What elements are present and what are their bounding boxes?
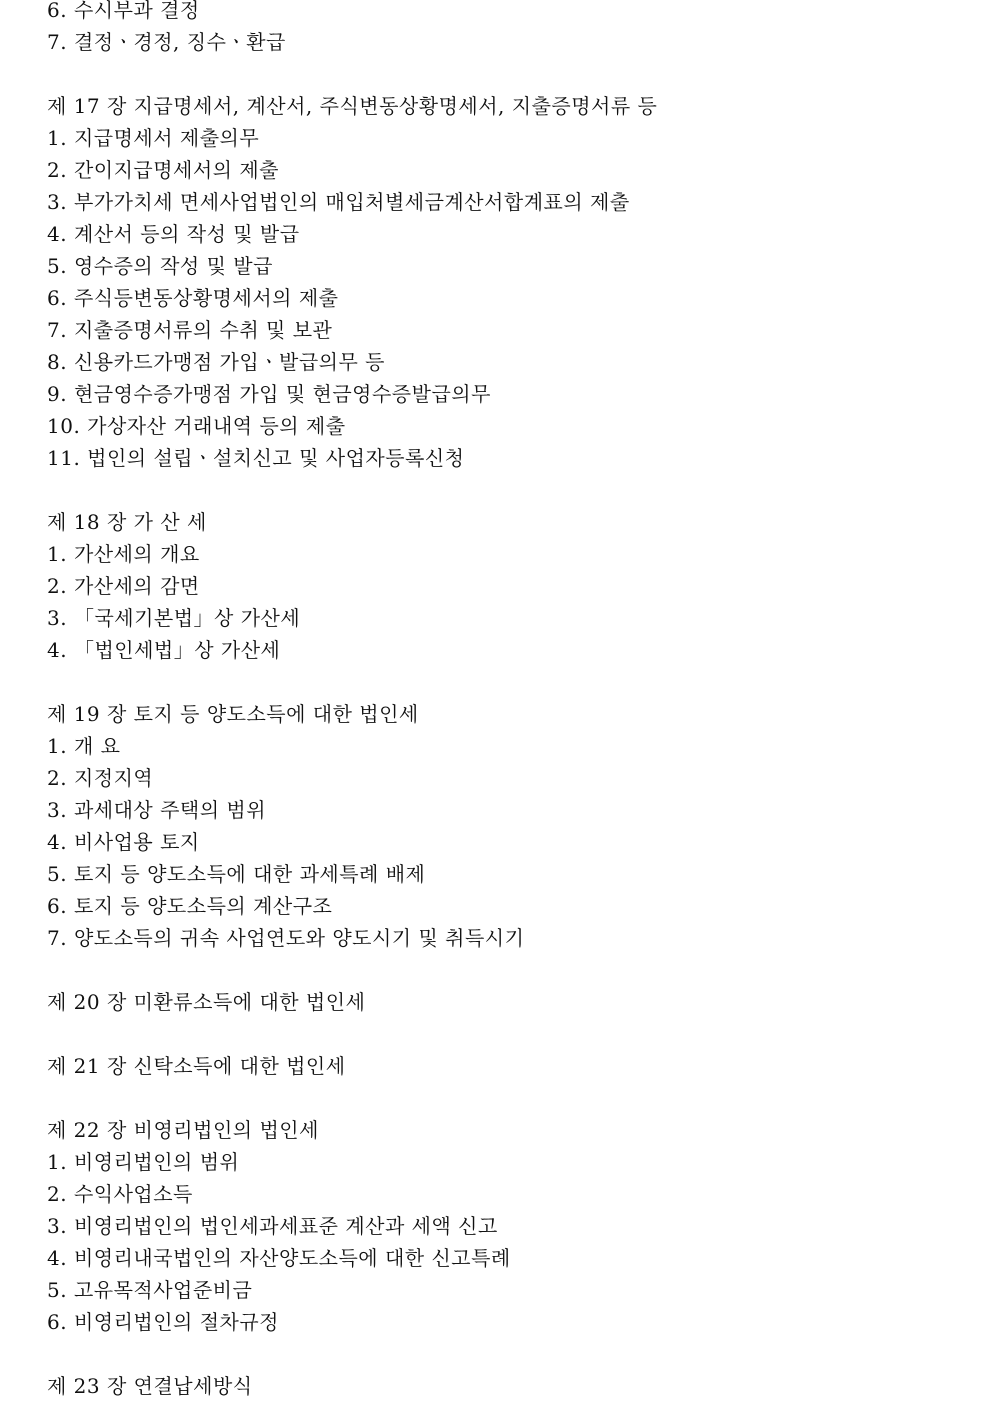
list-item: 3. 부가가치세 면세사업법인의 매입처별세금계산서합계표의 제출: [47, 190, 630, 214]
list-item: 4. 계산서 등의 작성 및 발급: [47, 222, 300, 246]
list-item: 6. 주식등변동상황명세서의 제출: [47, 286, 339, 310]
list-item: 6. 비영리법인의 절차규정: [47, 1310, 279, 1334]
list-item: 1. 지급명세서 제출의무: [47, 126, 260, 150]
list-item: 3. 과세대상 주택의 범위: [47, 798, 267, 822]
list-item: 1. 개 요: [47, 734, 121, 758]
chapter-18: [47, 506, 972, 666]
list-item: 11. 법인의 설립ㆍ설치신고 및 사업자등록신청: [47, 446, 465, 470]
list-item: 2. 가산세의 감면: [47, 574, 200, 598]
list-item: 5. 영수증의 작성 및 발급: [47, 254, 273, 278]
list-item: 7. 양도소득의 귀속 사업연도와 양도시기 및 취득시기: [47, 926, 525, 950]
chapter-17: [47, 90, 972, 474]
chapter-heading: 제 22 장 비영리법인의 법인세: [47, 1118, 319, 1142]
chapter-heading: 제 18 장 가 산 세: [47, 510, 207, 534]
list-item: 5. 고유목적사업준비금: [47, 1278, 253, 1302]
list-item: 6. 토지 등 양도소득의 계산구조: [47, 894, 333, 918]
section-gap: [47, 58, 972, 90]
chapter-20: [47, 986, 972, 1018]
list-item: 1. 가산세의 개요: [47, 542, 200, 566]
list-item: 10. 가상자산 거래내역 등의 제출: [47, 414, 346, 438]
list-item: 6. 수시부과 결정: [47, 0, 200, 22]
section-gap: [47, 1018, 972, 1050]
section-gap: [47, 474, 972, 506]
chapter-heading: 제 17 장 지급명세서, 계산서, 주식변동상황명세서, 지출증명서류 등: [47, 94, 658, 118]
section-gap: [47, 954, 972, 986]
chapter-heading: 제 21 장 신탁소득에 대한 법인세: [47, 1054, 346, 1078]
chapter-heading: 제 20 장 미환류소득에 대한 법인세: [47, 990, 366, 1014]
list-item: 1. 비영리법인의 범위: [47, 1150, 240, 1174]
list-item: 2. 간이지급명세서의 제출: [47, 158, 279, 182]
chapter-21: [47, 1050, 972, 1082]
chapter-22: [47, 1114, 972, 1338]
list-item: 4. 비사업용 토지: [47, 830, 200, 854]
chapter-heading: 제 19 장 토지 등 양도소득에 대한 법인세: [47, 702, 419, 726]
list-item: 8. 신용카드가맹점 가입ㆍ발급의무 등: [47, 350, 385, 374]
list-item: 4. 「법인세법」상 가산세: [47, 638, 281, 662]
chapter-23: [47, 1370, 972, 1402]
list-item: 2. 수익사업소득: [47, 1182, 193, 1206]
table-of-contents: [47, 0, 972, 1402]
list-item: 4. 비영리내국법인의 자산양도소득에 대한 신고특례: [47, 1246, 511, 1270]
list-item: 3. 「국세기본법」상 가산세: [47, 606, 301, 630]
list-item: 3. 비영리법인의 법인세과세표준 계산과 세액 신고: [47, 1214, 498, 1238]
section-gap: [47, 1082, 972, 1114]
previous-chapter-tail: [47, 0, 972, 58]
list-item: 7. 결정ㆍ경정, 징수ㆍ환급: [47, 30, 286, 54]
list-item: 7. 지출증명서류의 수취 및 보관: [47, 318, 333, 342]
list-item: 2. 지정지역: [47, 766, 154, 790]
section-gap: [47, 666, 972, 698]
list-item: 5. 토지 등 양도소득에 대한 과세특례 배제: [47, 862, 426, 886]
chapter-heading: 제 23 장 연결납세방식: [47, 1374, 253, 1398]
section-gap: [47, 1338, 972, 1370]
chapter-19: [47, 698, 972, 954]
list-item: 9. 현금영수증가맹점 가입 및 현금영수증발급의무: [47, 382, 491, 406]
